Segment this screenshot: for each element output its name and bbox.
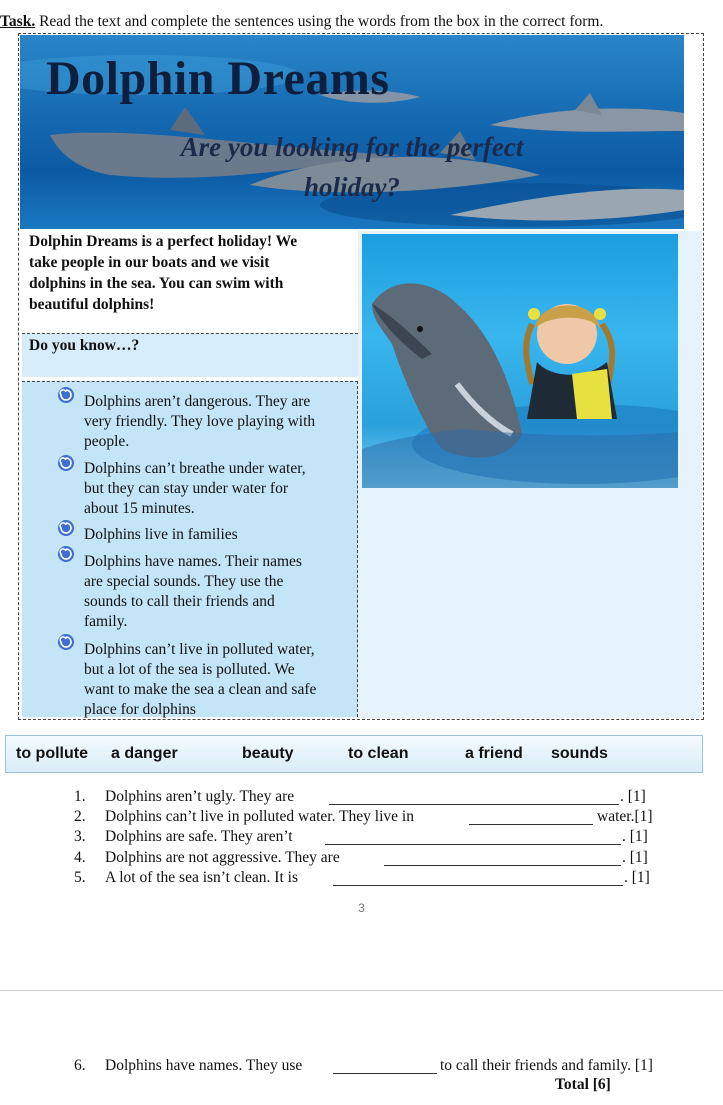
intro-text bbox=[22, 231, 358, 331]
question-number: 3. bbox=[74, 828, 86, 845]
question-text: A lot of the sea isn’t clean. It is bbox=[105, 869, 298, 886]
answer-blank[interactable] bbox=[384, 864, 621, 866]
question-text: Dolphins have names. They use bbox=[105, 1057, 303, 1074]
question-number: 2. bbox=[74, 808, 86, 825]
banner-subtitle bbox=[20, 127, 684, 207]
fact-item bbox=[84, 392, 354, 452]
swirl-bullet-icon bbox=[57, 545, 75, 563]
question-number: 6. bbox=[74, 1057, 86, 1074]
swirl-bullet-icon bbox=[57, 633, 75, 651]
banner-subtitle-line1: Are you looking for the perfect bbox=[180, 132, 524, 162]
swirl-bullet-icon bbox=[57, 519, 75, 537]
word-box bbox=[5, 735, 703, 773]
question-end: water.[1] bbox=[597, 808, 653, 825]
word-box-item: sounds bbox=[551, 745, 608, 762]
question-text: Dolphins are not aggressive. They are bbox=[105, 849, 340, 866]
page-divider bbox=[0, 990, 723, 991]
fact-line: Dolphins can’t live in polluted water, bbox=[84, 641, 315, 658]
question-end: . [1] bbox=[624, 869, 650, 886]
total-score: Total [6] bbox=[555, 1076, 611, 1093]
fact-line: family. bbox=[84, 613, 128, 630]
task-instruction bbox=[0, 13, 723, 31]
intro-line: dolphins in the sea. You can swim with bbox=[29, 275, 284, 292]
intro-line: Dolphin Dreams is a perfect holiday! We bbox=[29, 233, 298, 250]
do-you-know-header bbox=[22, 333, 358, 377]
swirl-bullet-icon bbox=[57, 386, 75, 404]
fact-line: people. bbox=[84, 433, 130, 450]
fact-item bbox=[84, 459, 354, 519]
banner bbox=[20, 35, 684, 229]
fact-item bbox=[84, 640, 354, 720]
question-text: Dolphins are safe. They aren’t bbox=[105, 828, 293, 845]
question-end: to call their friends and family. [1] bbox=[440, 1057, 653, 1074]
fact-line: place for dolphins bbox=[84, 701, 196, 718]
fact-line: Dolphins have names. Their names bbox=[84, 553, 302, 570]
fact-item bbox=[84, 525, 354, 545]
swirl-bullet-icon bbox=[57, 454, 75, 472]
intro-line: take people in our boats and we visit bbox=[29, 254, 270, 271]
banner-subtitle-line2: holiday? bbox=[303, 172, 400, 202]
fact-line: are special sounds. They use the bbox=[84, 573, 284, 590]
word-box-item: to pollute bbox=[16, 745, 88, 762]
word-box-item: beauty bbox=[242, 745, 294, 762]
fact-line: Dolphins can’t breathe under water, bbox=[84, 460, 306, 477]
fact-line: very friendly. They love playing with bbox=[84, 413, 316, 430]
fact-line: but they can stay under water for bbox=[84, 480, 289, 497]
fact-line: Dolphins aren’t dangerous. They are bbox=[84, 393, 311, 410]
answer-blank[interactable] bbox=[325, 843, 621, 845]
fact-line: Dolphins live in families bbox=[84, 526, 238, 543]
fact-line: but a lot of the sea is polluted. We bbox=[84, 661, 295, 678]
do-you-know-label: Do you know…? bbox=[29, 337, 140, 354]
girl-with-dolphin-photo bbox=[362, 234, 678, 488]
fact-line: about 15 minutes. bbox=[84, 500, 195, 517]
question-number: 1. bbox=[74, 788, 86, 805]
word-box-item: a danger bbox=[111, 745, 178, 762]
page-number: 3 bbox=[358, 901, 365, 915]
question-end: . [1] bbox=[622, 849, 648, 866]
intro-line: beautiful dolphins! bbox=[29, 296, 155, 313]
banner-title: Dolphin Dreams bbox=[46, 52, 390, 105]
task-text: Read the text and complete the sentences using the words from the box in the correct form. bbox=[35, 13, 604, 30]
question-end: . [1] bbox=[622, 828, 648, 845]
answer-blank[interactable] bbox=[333, 1072, 437, 1074]
answer-blank[interactable] bbox=[333, 884, 623, 886]
question-text: Dolphins aren’t ugly. They are bbox=[105, 788, 295, 805]
word-box-item: to clean bbox=[348, 745, 409, 762]
word-box-item: a friend bbox=[465, 745, 523, 762]
girl-dolphin-image bbox=[362, 234, 678, 488]
fact-line: want to make the sea a clean and safe bbox=[84, 681, 317, 698]
answer-blank[interactable] bbox=[329, 803, 619, 805]
question-number: 5. bbox=[74, 869, 86, 886]
answer-blank[interactable] bbox=[469, 823, 593, 825]
question-end: . [1] bbox=[620, 788, 646, 805]
question-number: 4. bbox=[74, 849, 86, 866]
task-label: Task. bbox=[0, 13, 36, 30]
question-text: Dolphins can’t live in polluted water. They live in bbox=[105, 808, 414, 825]
fact-item bbox=[84, 552, 354, 632]
fact-line: sounds to call their friends and bbox=[84, 593, 275, 610]
